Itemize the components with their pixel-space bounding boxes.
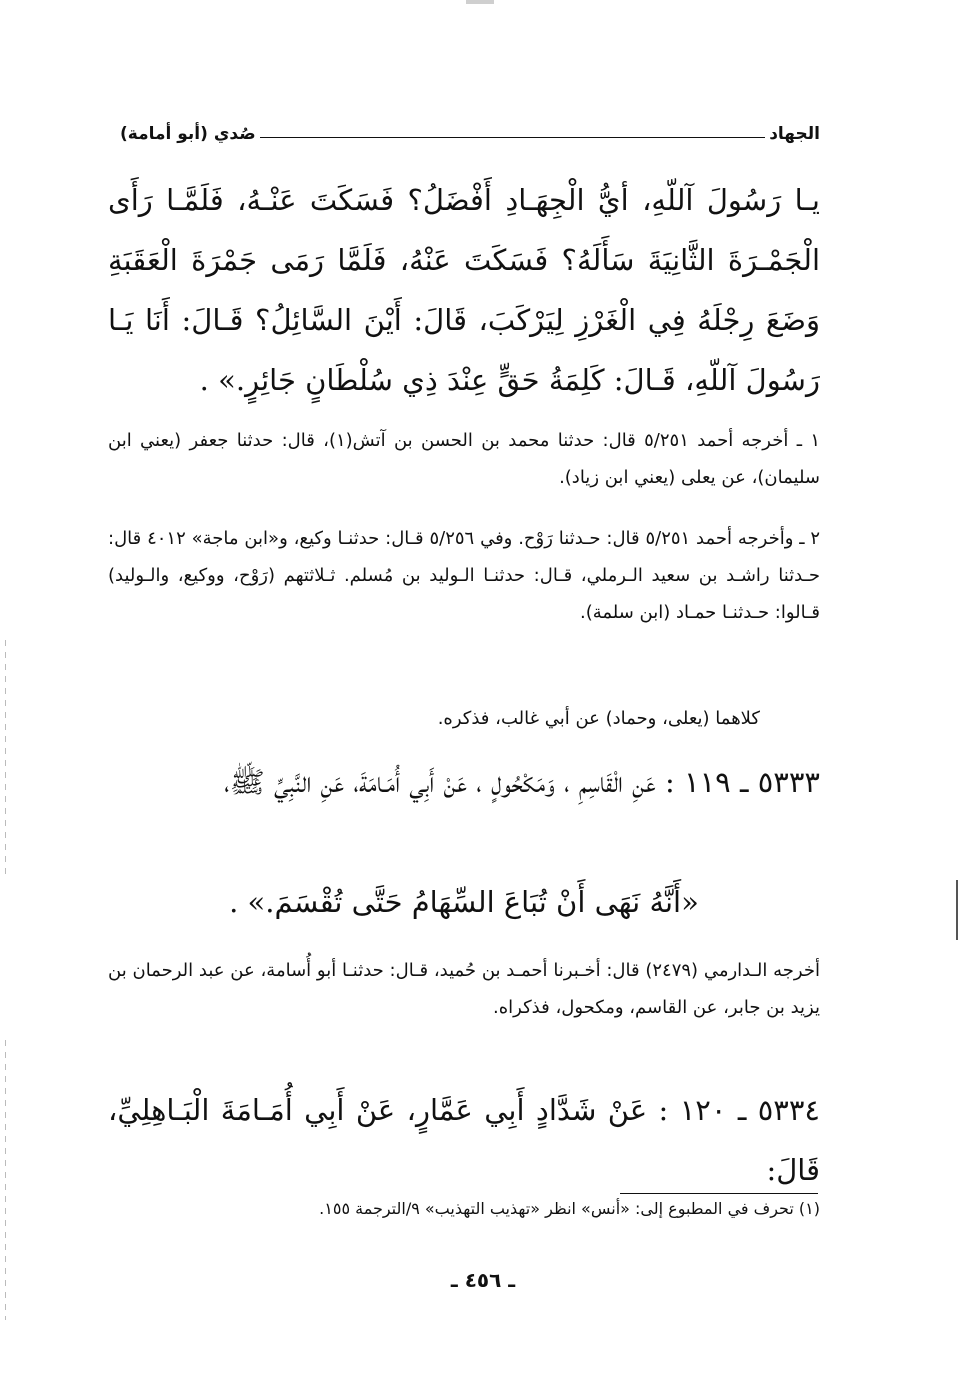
footnote: (١) تحرف في المطبوع إلى: «أنس» انظر «تهذيب التهذيب» ٩/الترجمة ١٥٥. <box>319 1199 820 1218</box>
scan-edge-mark <box>956 880 958 940</box>
note-text: ١ ـ أخرجه أحمد ٥/٢٥١ قال: حدثنا محمد بن الحسن بن آتش(١)، قال: حدثنا جعفر (يعني ابن سليمان)، عن يعلى (يعني ابن زياد). <box>108 430 820 488</box>
footnote-rule <box>620 1193 818 1194</box>
hadith-text: يـا رَسُولَ آللّهِ، أيُّ الْجِهَـادِ أَفْضَلُ؟ فَسَكَتَ عَنْـهُ، فَلَمَّـا رَأَى الْجَمْـرَةَ الثَّانِيَةَ سَأَلَهُ؟ فَسَكَتَ عَنْهُ، فَلَمَّا رَمَى جَمْرَةَ الْعَقَبَةِ وَضَعَ رِجْلَهُ فِي الْغَرْزِ لِيَرْكَبَ، قَالَ: أَيْنَ السَّائِلُ؟ قَـالَ: أَنَا يَـا رَسُولَ آللّهِ، قَـالَ: كَلِمَةُ حَقٍّ عِنْدَ ذِي سُلْطَانٍ جَائِرٍ.» . <box>108 183 820 397</box>
takhrij-note-1 <box>108 422 820 496</box>
takhrij-note-3 <box>108 700 820 737</box>
scan-edge-line <box>5 640 6 880</box>
running-head-section: الجهاد <box>769 124 820 144</box>
running-head-entry: صُدي (أبو أمامة) <box>120 124 256 144</box>
hadith-text: «أَنَّهُ نَهَى أَنْ تُبَاعَ السِّهَامُ حَتَّى تُقْسَمَ.» . <box>229 885 699 919</box>
hadith-heading: ٥٣٣٤ ـ ١٢٠ : عَنْ شَدَّادٍ أَبِي عَمَّارٍ، عَنْ أَبِي أُمَـامَةَ الْبَـاهِلِيِّ، قَالَ: <box>108 1093 821 1187</box>
hadith-5333-text <box>108 872 820 932</box>
note-text: كلاهما (يعلى، وحماد) عن أبي غالب، فذكره. <box>437 708 760 729</box>
hadith-5333-heading <box>108 752 820 812</box>
hadith-continuation <box>108 170 820 410</box>
page-number: ـ ٤٥٦ ـ <box>450 1268 516 1292</box>
scan-edge-mark <box>466 0 494 4</box>
hadith-5334-heading <box>108 1080 820 1200</box>
takhrij-note-4 <box>108 952 820 1026</box>
note-text: ٢ ـ وأخرجه أحمد ٥/٢٥١ قال: حـدثنا رَوْح. وفي ٥/٢٥٦ قـال: حدثنـا وكيع، و«ابن ماجة» ٤٠١٢ قال: حـدثنا راشـد بن سعيد الـرملي، قـال: حدثنـا الـوليد بن مُسلم. ثـلاثتهم (رَوْح، ووكيع، والـوليد) قـالوا: حـدثنـا حمـاد (ابن سلمة). <box>108 528 821 623</box>
running-head-rule <box>260 137 766 138</box>
note-text: أخرجه الـدارمي (٢٤٧٩) قال: أخـبرنا أحمـد بن حُميد، قـال: حدثنـا أبو أُسامة، عن عبد الرحمان بن يزيد بن جابر، عن القاسم، ومكحول، فذكراه. <box>108 960 820 1018</box>
hadith-heading: ٥٣٣٣ ـ ١١٩ : عَنِ الْقَاسِمِ ، وَمَكْحُولٍ ، عَنْ أَبِي أُمَـامَةَ، عَنِ النَّبِيِّ ﷺ، <box>224 765 820 799</box>
takhrij-note-2 <box>108 520 820 631</box>
running-head <box>120 118 820 144</box>
